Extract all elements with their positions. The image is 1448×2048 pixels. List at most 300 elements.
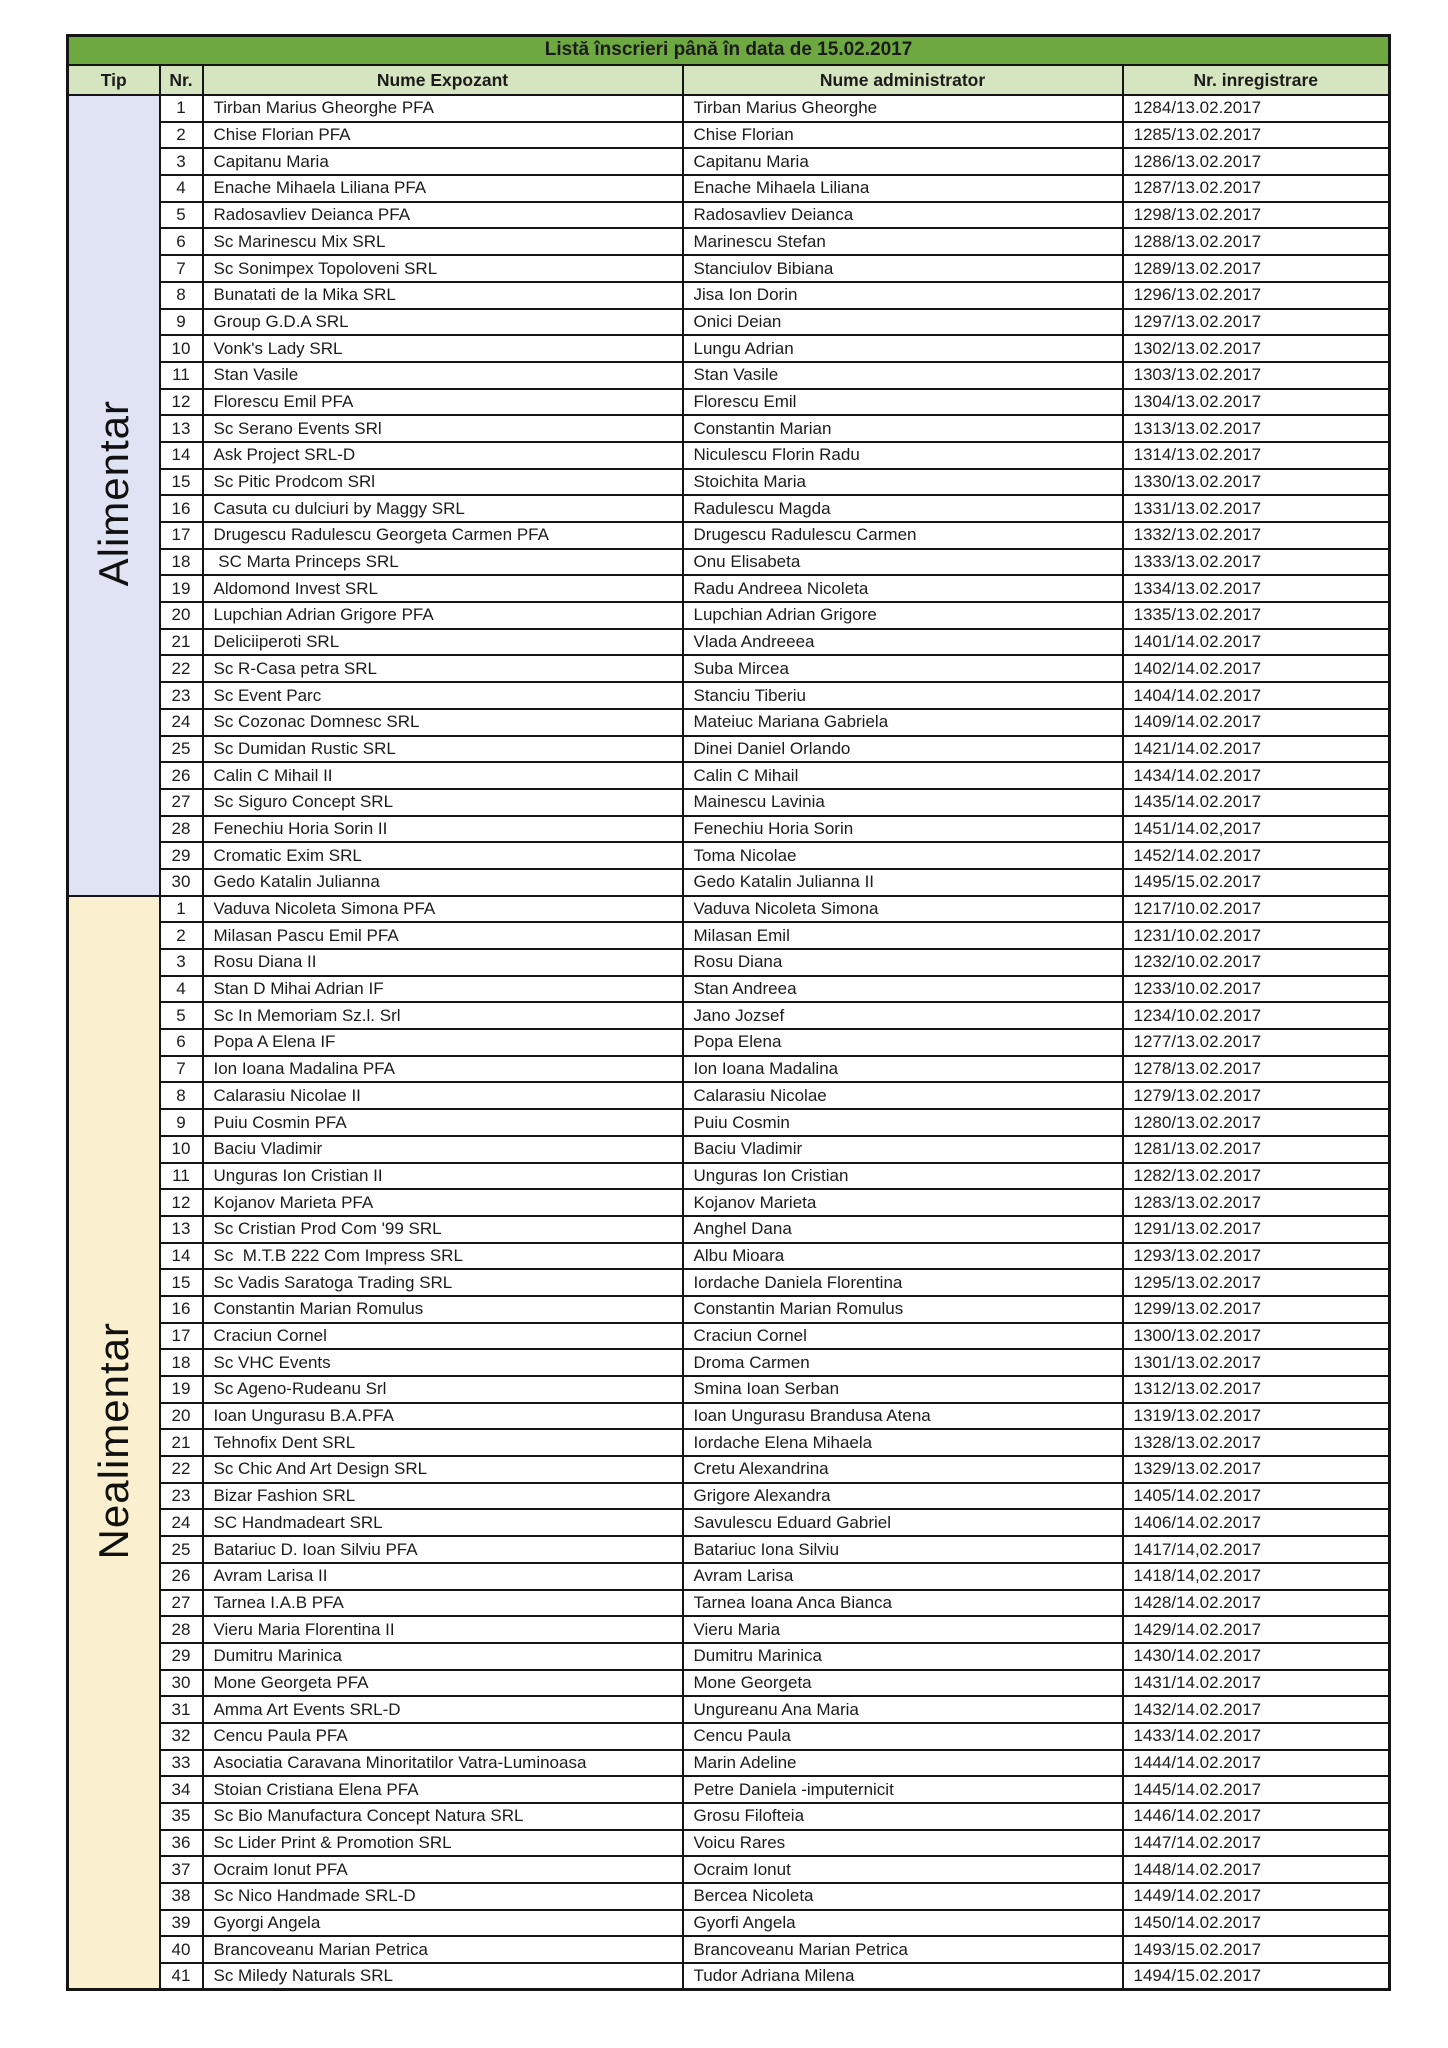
registration-cell: 1234/10.02.2017 [1123, 1002, 1390, 1029]
expozant-cell: Sc In Memoriam Sz.l. Srl [203, 1002, 683, 1029]
table-row [68, 922, 1390, 949]
expozant-cell: Asociatia Caravana Minoritatilor Vatra-Luminoasa [203, 1750, 683, 1777]
nr-cell: 8 [160, 282, 203, 309]
registration-cell: 1434/14.02.2017 [1123, 762, 1390, 789]
table-row [68, 1776, 1390, 1803]
registration-cell: 1299/13.02.2017 [1123, 1296, 1390, 1323]
administrator-cell: Chise Florian [683, 122, 1123, 149]
registration-cell: 1282/13.02.2017 [1123, 1163, 1390, 1190]
administrator-cell: Grosu Filofteia [683, 1803, 1123, 1830]
registration-cell: 1331/13.02.2017 [1123, 495, 1390, 522]
nr-cell: 8 [160, 1082, 203, 1109]
table-row [68, 549, 1390, 576]
table-row [68, 1429, 1390, 1456]
table-row [68, 495, 1390, 522]
administrator-cell: Onu Elisabeta [683, 549, 1123, 576]
expozant-cell: Constantin Marian Romulus [203, 1296, 683, 1323]
nr-cell: 20 [160, 1403, 203, 1430]
nr-cell: 27 [160, 1590, 203, 1617]
nr-cell: 9 [160, 309, 203, 336]
nr-cell: 18 [160, 549, 203, 576]
registration-cell: 1279/13.02.2017 [1123, 1082, 1390, 1109]
nr-cell: 14 [160, 442, 203, 469]
registration-cell: 1278/13.02.2017 [1123, 1056, 1390, 1083]
nr-cell: 30 [160, 869, 203, 896]
administrator-cell: Milasan Emil [683, 922, 1123, 949]
administrator-cell: Radosavliev Deianca [683, 202, 1123, 229]
section-tip-cell-nealimentar [68, 896, 160, 1990]
registration-cell: 1277/13.02.2017 [1123, 1029, 1390, 1056]
administrator-cell: Craciun Cornel [683, 1323, 1123, 1350]
table-row [68, 122, 1390, 149]
expozant-cell: Gedo Katalin Julianna [203, 869, 683, 896]
table-row [68, 1536, 1390, 1563]
administrator-cell: Suba Mircea [683, 655, 1123, 682]
administrator-cell: Marinescu Stefan [683, 228, 1123, 255]
registration-cell: 1312/13.02.2017 [1123, 1376, 1390, 1403]
table-row [68, 1296, 1390, 1323]
registration-cell: 1406/14.02.2017 [1123, 1509, 1390, 1536]
nr-cell: 15 [160, 469, 203, 496]
administrator-cell: Cencu Paula [683, 1723, 1123, 1750]
table-row [68, 1643, 1390, 1670]
expozant-cell: Sc Vadis Saratoga Trading SRL [203, 1269, 683, 1296]
expozant-cell: Deliciiperoti SRL [203, 629, 683, 656]
administrator-cell: Stanciulov Bibiana [683, 255, 1123, 282]
nr-cell: 6 [160, 1029, 203, 1056]
table-row [68, 1750, 1390, 1777]
nr-cell: 1 [160, 95, 203, 122]
nr-cell: 39 [160, 1910, 203, 1937]
expozant-cell: Aldomond Invest SRL [203, 575, 683, 602]
registration-cell: 1329/13.02.2017 [1123, 1456, 1390, 1483]
administrator-cell: Iordache Elena Mihaela [683, 1429, 1123, 1456]
administrator-cell: Vlada Andreeea [683, 629, 1123, 656]
registration-cell: 1418/14,02.2017 [1123, 1563, 1390, 1590]
registration-cell: 1446/14.02.2017 [1123, 1803, 1390, 1830]
nr-cell: 21 [160, 1429, 203, 1456]
table-row [68, 1910, 1390, 1937]
expozant-cell: Drugescu Radulescu Georgeta Carmen PFA [203, 522, 683, 549]
registration-cell: 1291/13.02.2017 [1123, 1216, 1390, 1243]
nr-cell: 30 [160, 1670, 203, 1697]
nr-cell: 12 [160, 1189, 203, 1216]
expozant-cell: Chise Florian PFA [203, 122, 683, 149]
nr-cell: 19 [160, 575, 203, 602]
expozant-cell: Kojanov Marieta PFA [203, 1189, 683, 1216]
section-label: Nealimentar [89, 1321, 137, 1560]
expozant-cell: Sc VHC Events [203, 1349, 683, 1376]
registration-cell: 1300/13.02.2017 [1123, 1323, 1390, 1350]
registration-cell: 1448/14.02.2017 [1123, 1856, 1390, 1883]
administrator-cell: Tirban Marius Gheorghe [683, 95, 1123, 122]
nr-cell: 9 [160, 1109, 203, 1136]
table-row [68, 575, 1390, 602]
registration-cell: 1288/13.02.2017 [1123, 228, 1390, 255]
column-header-row [68, 65, 1390, 95]
table-row [68, 1616, 1390, 1643]
table-row [68, 1056, 1390, 1083]
nr-cell: 26 [160, 762, 203, 789]
table-row [68, 228, 1390, 255]
table-row [68, 175, 1390, 202]
expozant-cell: Sc Miledy Naturals SRL [203, 1963, 683, 1990]
registration-cell: 1304/13.02.2017 [1123, 389, 1390, 416]
expozant-cell: Vonk's Lady SRL [203, 335, 683, 362]
table-row [68, 629, 1390, 656]
registration-cell: 1285/13.02.2017 [1123, 122, 1390, 149]
expozant-cell: Ion Ioana Madalina PFA [203, 1056, 683, 1083]
expozant-cell: Ask Project SRL-D [203, 442, 683, 469]
registration-cell: 1421/14.02.2017 [1123, 736, 1390, 763]
nr-cell: 16 [160, 495, 203, 522]
expozant-cell: Sc Bio Manufactura Concept Natura SRL [203, 1803, 683, 1830]
nr-cell: 20 [160, 602, 203, 629]
expozant-cell: Calin C Mihail II [203, 762, 683, 789]
table-row [68, 1189, 1390, 1216]
nr-cell: 17 [160, 1323, 203, 1350]
expozant-cell: Mone Georgeta PFA [203, 1670, 683, 1697]
table-row [68, 1803, 1390, 1830]
registration-cell: 1444/14.02.2017 [1123, 1750, 1390, 1777]
nr-cell: 24 [160, 709, 203, 736]
registration-cell: 1450/14.02.2017 [1123, 1910, 1390, 1937]
expozant-cell: Sc Lider Print & Promotion SRL [203, 1830, 683, 1857]
expozant-cell: Bunatati de la Mika SRL [203, 282, 683, 309]
administrator-cell: Calarasiu Nicolae [683, 1082, 1123, 1109]
table-row [68, 1163, 1390, 1190]
expozant-cell: Cromatic Exim SRL [203, 842, 683, 869]
expozant-cell: Milasan Pascu Emil PFA [203, 922, 683, 949]
registration-cell: 1281/13.02.2017 [1123, 1136, 1390, 1163]
table-row [68, 255, 1390, 282]
administrator-cell: Calin C Mihail [683, 762, 1123, 789]
administrator-cell: Constantin Marian Romulus [683, 1296, 1123, 1323]
registration-cell: 1232/10.02.2017 [1123, 949, 1390, 976]
expozant-cell: Sc Cozonac Domnesc SRL [203, 709, 683, 736]
administrator-cell: Radulescu Magda [683, 495, 1123, 522]
registration-cell: 1297/13.02.2017 [1123, 309, 1390, 336]
administrator-cell: Toma Nicolae [683, 842, 1123, 869]
administrator-cell: Dumitru Marinica [683, 1643, 1123, 1670]
table-row [68, 1323, 1390, 1350]
registration-cell: 1313/13.02.2017 [1123, 415, 1390, 442]
table-row [68, 1349, 1390, 1376]
registration-table [66, 34, 1391, 1991]
administrator-cell: Drugescu Radulescu Carmen [683, 522, 1123, 549]
administrator-cell: Lupchian Adrian Grigore [683, 602, 1123, 629]
expozant-cell: Radosavliev Deianca PFA [203, 202, 683, 229]
table-row [68, 896, 1390, 923]
nr-cell: 5 [160, 1002, 203, 1029]
nr-cell: 13 [160, 1216, 203, 1243]
registration-cell: 1280/13.02.2017 [1123, 1109, 1390, 1136]
registration-cell: 1335/13.02.2017 [1123, 602, 1390, 629]
nr-cell: 23 [160, 682, 203, 709]
table-row [68, 1376, 1390, 1403]
expozant-cell: Sc Event Parc [203, 682, 683, 709]
registration-cell: 1283/13.02.2017 [1123, 1189, 1390, 1216]
registration-cell: 1289/13.02.2017 [1123, 255, 1390, 282]
expozant-cell: Florescu Emil PFA [203, 389, 683, 416]
expozant-cell: Capitanu Maria [203, 148, 683, 175]
table-row [68, 148, 1390, 175]
expozant-cell: Casuta cu dulciuri by Maggy SRL [203, 495, 683, 522]
administrator-cell: Iordache Daniela Florentina [683, 1269, 1123, 1296]
registration-cell: 1428/14.02.2017 [1123, 1590, 1390, 1617]
expozant-cell: SC Marta Princeps SRL [203, 549, 683, 576]
registration-cell: 1301/13.02.2017 [1123, 1349, 1390, 1376]
table-row [68, 202, 1390, 229]
registration-cell: 1429/14.02.2017 [1123, 1616, 1390, 1643]
administrator-cell: Jano Jozsef [683, 1002, 1123, 1029]
nr-cell: 21 [160, 629, 203, 656]
nr-cell: 5 [160, 202, 203, 229]
col-header-nume-expozant: Nume Expozant [203, 65, 683, 95]
administrator-cell: Stan Vasile [683, 362, 1123, 389]
expozant-cell: Sc Serano Events SRl [203, 415, 683, 442]
nr-cell: 28 [160, 1616, 203, 1643]
table-row [68, 1403, 1390, 1430]
expozant-cell: Ioan Ungurasu B.A.PFA [203, 1403, 683, 1430]
table-row [68, 1216, 1390, 1243]
table-row [68, 1029, 1390, 1056]
table-row [68, 762, 1390, 789]
table-row [68, 1109, 1390, 1136]
table-row [68, 1590, 1390, 1617]
administrator-cell: Puiu Cosmin [683, 1109, 1123, 1136]
administrator-cell: Unguras Ion Cristian [683, 1163, 1123, 1190]
expozant-cell: Sc Dumidan Rustic SRL [203, 736, 683, 763]
expozant-cell: Tirban Marius Gheorghe PFA [203, 95, 683, 122]
registration-cell: 1405/14.02.2017 [1123, 1483, 1390, 1510]
administrator-cell: Lungu Adrian [683, 335, 1123, 362]
registration-cell: 1404/14.02.2017 [1123, 682, 1390, 709]
administrator-cell: Fenechiu Horia Sorin [683, 816, 1123, 843]
expozant-cell: Fenechiu Horia Sorin II [203, 816, 683, 843]
registration-cell: 1233/10.02.2017 [1123, 976, 1390, 1003]
registration-cell: 1231/10.02.2017 [1123, 922, 1390, 949]
administrator-cell: Grigore Alexandra [683, 1483, 1123, 1510]
table-row [68, 1883, 1390, 1910]
nr-cell: 25 [160, 736, 203, 763]
table-row [68, 95, 1390, 122]
table-row [68, 415, 1390, 442]
expozant-cell: Group G.D.A SRL [203, 309, 683, 336]
expozant-cell: Sc Pitic Prodcom SRl [203, 469, 683, 496]
expozant-cell: Gyorgi Angela [203, 1910, 683, 1937]
expozant-cell: Craciun Cornel [203, 1323, 683, 1350]
registration-cell: 1451/14.02,2017 [1123, 816, 1390, 843]
expozant-cell: Puiu Cosmin PFA [203, 1109, 683, 1136]
expozant-cell: Brancoveanu Marian Petrica [203, 1936, 683, 1963]
administrator-cell: Stanciu Tiberiu [683, 682, 1123, 709]
administrator-cell: Florescu Emil [683, 389, 1123, 416]
table-row [68, 1136, 1390, 1163]
table-row [68, 736, 1390, 763]
nr-cell: 2 [160, 922, 203, 949]
administrator-cell: Ungureanu Ana Maria [683, 1696, 1123, 1723]
col-header-nr-inregistrare: Nr. inregistrare [1123, 65, 1390, 95]
registration-cell: 1302/13.02.2017 [1123, 335, 1390, 362]
administrator-cell: Mateiuc Mariana Gabriela [683, 709, 1123, 736]
administrator-cell: Marin Adeline [683, 1750, 1123, 1777]
table-row [68, 869, 1390, 896]
table-row [68, 1856, 1390, 1883]
table-title: Listă înscrieri până în data de 15.02.2017 [68, 36, 1390, 66]
nr-cell: 27 [160, 789, 203, 816]
nr-cell: 28 [160, 816, 203, 843]
nr-cell: 35 [160, 1803, 203, 1830]
administrator-cell: Stan Andreea [683, 976, 1123, 1003]
nr-cell: 32 [160, 1723, 203, 1750]
administrator-cell: Niculescu Florin Radu [683, 442, 1123, 469]
nr-cell: 22 [160, 655, 203, 682]
table-row [68, 1456, 1390, 1483]
table-row [68, 602, 1390, 629]
administrator-cell: Gedo Katalin Julianna II [683, 869, 1123, 896]
table-row [68, 949, 1390, 976]
registration-cell: 1431/14.02.2017 [1123, 1670, 1390, 1697]
col-header-nr: Nr. [160, 65, 203, 95]
expozant-cell: Bizar Fashion SRL [203, 1483, 683, 1510]
nr-cell: 10 [160, 1136, 203, 1163]
registration-cell: 1452/14.02.2017 [1123, 842, 1390, 869]
nr-cell: 14 [160, 1243, 203, 1270]
table-row [68, 1082, 1390, 1109]
table-row [68, 442, 1390, 469]
expozant-cell: Tarnea I.A.B PFA [203, 1590, 683, 1617]
expozant-cell: Stan D Mihai Adrian IF [203, 976, 683, 1003]
expozant-cell: Sc Ageno-Rudeanu Srl [203, 1376, 683, 1403]
nr-cell: 11 [160, 362, 203, 389]
table-row [68, 1830, 1390, 1857]
registration-cell: 1293/13.02.2017 [1123, 1243, 1390, 1270]
table-row [68, 1563, 1390, 1590]
nr-cell: 40 [160, 1936, 203, 1963]
expozant-cell: Sc Siguro Concept SRL [203, 789, 683, 816]
registration-cell: 1287/13.02.2017 [1123, 175, 1390, 202]
expozant-cell: Sc Chic And Art Design SRL [203, 1456, 683, 1483]
table-row [68, 1002, 1390, 1029]
nr-cell: 29 [160, 842, 203, 869]
table-row [68, 789, 1390, 816]
administrator-cell: Petre Daniela -imputernicit [683, 1776, 1123, 1803]
expozant-cell: Popa A Elena IF [203, 1029, 683, 1056]
nr-cell: 18 [160, 1349, 203, 1376]
expozant-cell: Enache Mihaela Liliana PFA [203, 175, 683, 202]
nr-cell: 26 [160, 1563, 203, 1590]
nr-cell: 2 [160, 122, 203, 149]
administrator-cell: Anghel Dana [683, 1216, 1123, 1243]
nr-cell: 38 [160, 1883, 203, 1910]
registration-cell: 1314/13.02.2017 [1123, 442, 1390, 469]
administrator-cell: Avram Larisa [683, 1563, 1123, 1590]
nr-cell: 7 [160, 255, 203, 282]
nr-cell: 34 [160, 1776, 203, 1803]
nr-cell: 29 [160, 1643, 203, 1670]
administrator-cell: Batariuc Iona Silviu [683, 1536, 1123, 1563]
administrator-cell: Tudor Adriana Milena [683, 1963, 1123, 1990]
nr-cell: 24 [160, 1509, 203, 1536]
registration-cell: 1417/14,02.2017 [1123, 1536, 1390, 1563]
administrator-cell: Droma Carmen [683, 1349, 1123, 1376]
expozant-cell: Sc R-Casa petra SRL [203, 655, 683, 682]
table-row [68, 1670, 1390, 1697]
expozant-cell: Stoian Cristiana Elena PFA [203, 1776, 683, 1803]
table-row [68, 682, 1390, 709]
registration-cell: 1433/14.02.2017 [1123, 1723, 1390, 1750]
table-row [68, 522, 1390, 549]
expozant-cell: Tehnofix Dent SRL [203, 1429, 683, 1456]
registration-cell: 1409/14.02.2017 [1123, 709, 1390, 736]
expozant-cell: Stan Vasile [203, 362, 683, 389]
table-row [68, 1696, 1390, 1723]
expozant-cell: Unguras Ion Cristian II [203, 1163, 683, 1190]
table-row [68, 389, 1390, 416]
nr-cell: 4 [160, 175, 203, 202]
nr-cell: 33 [160, 1750, 203, 1777]
administrator-cell: Bercea Nicoleta [683, 1883, 1123, 1910]
nr-cell: 3 [160, 148, 203, 175]
registration-cell: 1330/13.02.2017 [1123, 469, 1390, 496]
registration-cell: 1430/14.02.2017 [1123, 1643, 1390, 1670]
nr-cell: 41 [160, 1963, 203, 1990]
registration-cell: 1494/15.02.2017 [1123, 1963, 1390, 1990]
table-row [68, 1963, 1390, 1990]
nr-cell: 25 [160, 1536, 203, 1563]
registration-cell: 1447/14.02.2017 [1123, 1830, 1390, 1857]
col-header-tip: Tip [68, 65, 160, 95]
registration-cell: 1332/13.02.2017 [1123, 522, 1390, 549]
administrator-cell: Brancoveanu Marian Petrica [683, 1936, 1123, 1963]
nr-cell: 23 [160, 1483, 203, 1510]
administrator-cell: Voicu Rares [683, 1830, 1123, 1857]
administrator-cell: Jisa Ion Dorin [683, 282, 1123, 309]
expozant-cell: Cencu Paula PFA [203, 1723, 683, 1750]
expozant-cell: Vaduva Nicoleta Simona PFA [203, 896, 683, 923]
nr-cell: 36 [160, 1830, 203, 1857]
administrator-cell: Gyorfi Angela [683, 1910, 1123, 1937]
registration-cell: 1445/14.02.2017 [1123, 1776, 1390, 1803]
registration-cell: 1449/14.02.2017 [1123, 1883, 1390, 1910]
expozant-cell: Dumitru Marinica [203, 1643, 683, 1670]
table-row [68, 362, 1390, 389]
administrator-cell: Dinei Daniel Orlando [683, 736, 1123, 763]
administrator-cell: Cretu Alexandrina [683, 1456, 1123, 1483]
nr-cell: 10 [160, 335, 203, 362]
table-row [68, 335, 1390, 362]
table-row [68, 976, 1390, 1003]
nr-cell: 31 [160, 1696, 203, 1723]
expozant-cell: Baciu Vladimir [203, 1136, 683, 1163]
nr-cell: 19 [160, 1376, 203, 1403]
table-row [68, 469, 1390, 496]
registration-cell: 1298/13.02.2017 [1123, 202, 1390, 229]
table-row [68, 1269, 1390, 1296]
expozant-cell: Sc Marinescu Mix SRL [203, 228, 683, 255]
expozant-cell: Batariuc D. Ioan Silviu PFA [203, 1536, 683, 1563]
administrator-cell: Smina Ioan Serban [683, 1376, 1123, 1403]
administrator-cell: Ioan Ungurasu Brandusa Atena [683, 1403, 1123, 1430]
registration-cell: 1296/13.02.2017 [1123, 282, 1390, 309]
nr-cell: 4 [160, 976, 203, 1003]
expozant-cell: Vieru Maria Florentina II [203, 1616, 683, 1643]
title-row [68, 36, 1390, 66]
expozant-cell: Lupchian Adrian Grigore PFA [203, 602, 683, 629]
table-row [68, 1936, 1390, 1963]
administrator-cell: Vaduva Nicoleta Simona [683, 896, 1123, 923]
